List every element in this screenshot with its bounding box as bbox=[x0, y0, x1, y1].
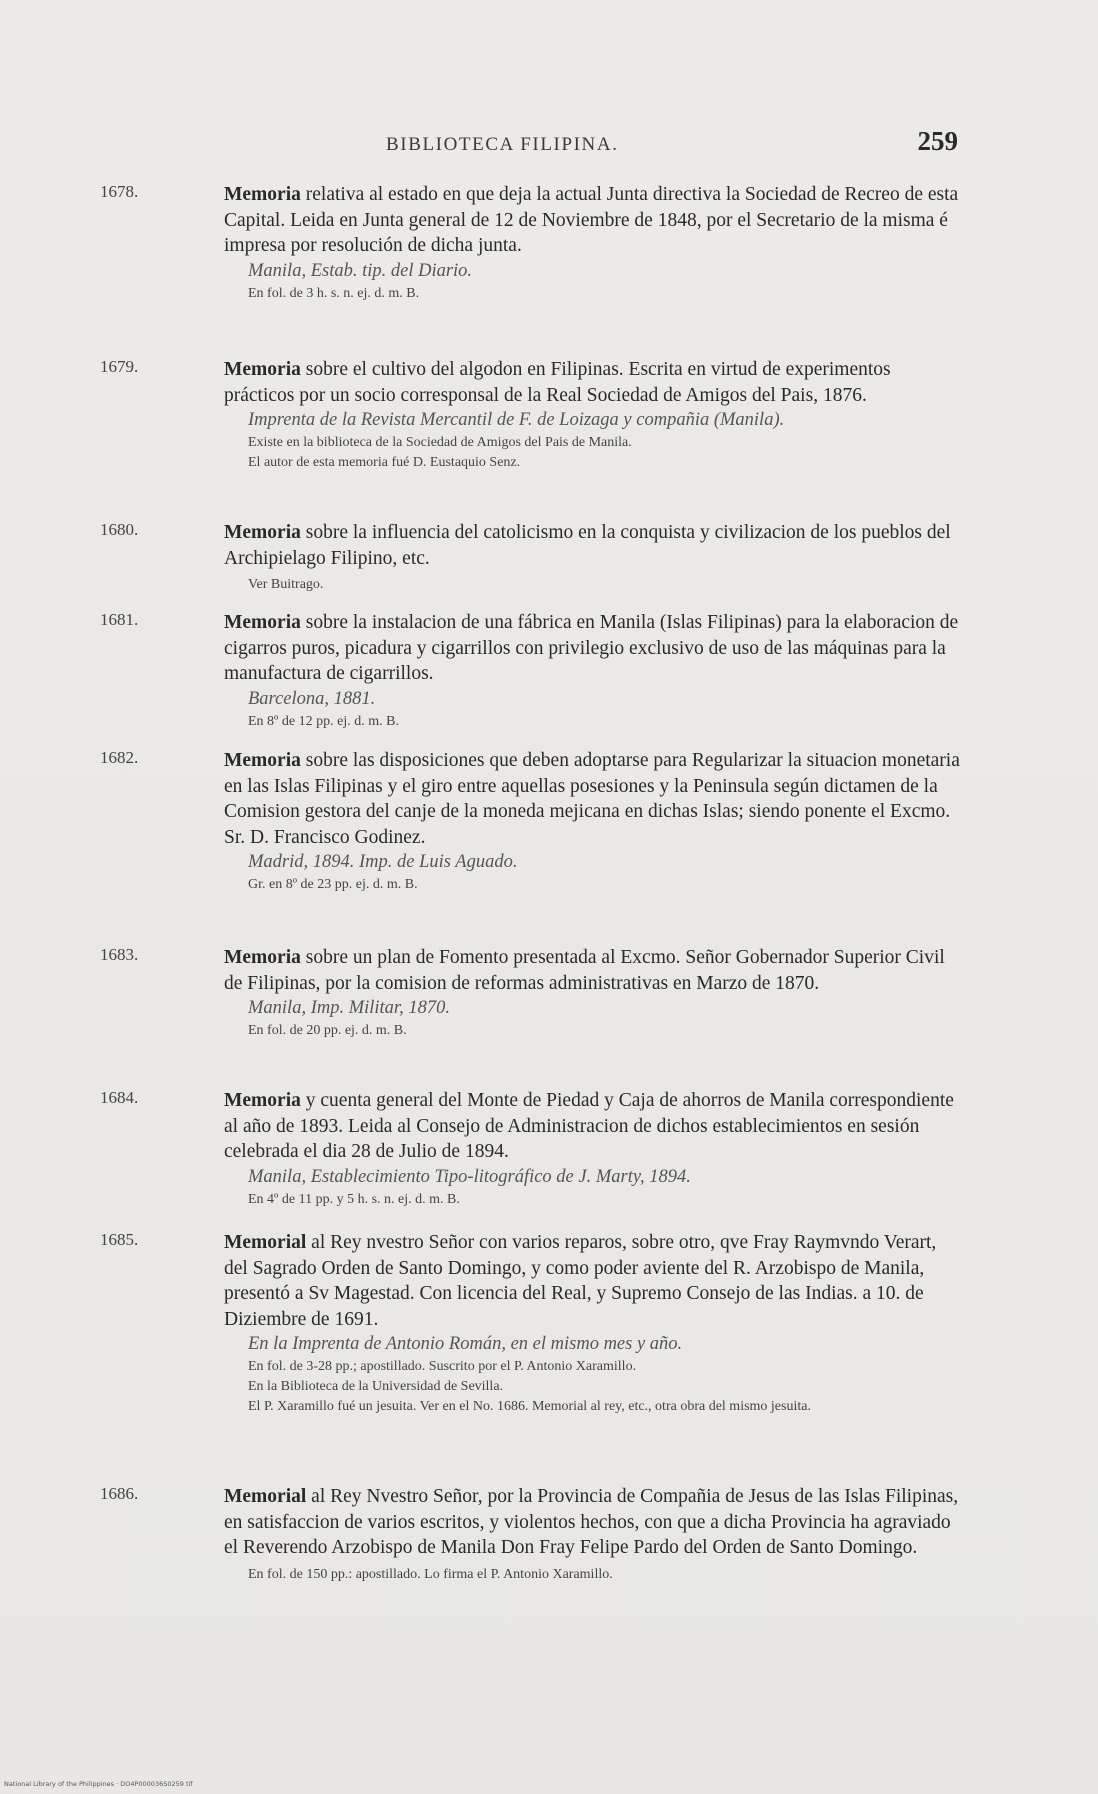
entry-1683 bbox=[100, 945, 962, 1041]
entry-text: sobre la influencia del catolicismo en la conquista y civilizacion de los pueblos del Archipielago Filipino, etc. bbox=[224, 522, 951, 569]
entry-text: sobre un plan de Fomento presentada al Excmo. Señor Gobernador Superior Civil de Filipinas, por la comision de reformas administrativas en Marzo de 1870. bbox=[224, 947, 945, 994]
entry-imprint: Imprenta de la Revista Mercantil de F. de Loizaga y compañia (Manila). bbox=[248, 410, 785, 430]
entry-1680 bbox=[100, 520, 962, 595]
entry-number: 1681. bbox=[100, 610, 139, 629]
scan-footer-tag: National Library of the Philippines · DO4P000036S0259 tif bbox=[4, 1780, 193, 1788]
entry-note: El autor de esta memoria fué D. Eustaquio Senz. bbox=[248, 455, 521, 470]
entry-note: En fol. de 3 h. s. n. ej. d. m. B. bbox=[248, 285, 420, 301]
entry-note: En 4º de 11 pp. y 5 h. s. n. ej. d. m. B. bbox=[248, 1191, 460, 1207]
entry-1678 bbox=[100, 182, 962, 304]
entry-heading: Memorial bbox=[224, 1486, 307, 1507]
entry-text: al Rey Nvestro Señor, por la Provincia de Compañia de Jesus de las Islas Filipinas, en satisfaccion de varios escritos, y violentos hechos, con que a dicha Provincia ha agraviado el Reverendo Arzobispo de Manila Don Fray Felipe Pardo del Orden de Santo Domingo. bbox=[224, 1486, 959, 1558]
entry-note: En fol. de 150 pp.: apostillado. Lo firma el P. Antonio Xaramillo. bbox=[248, 1566, 613, 1582]
entry-imprint: Barcelona, 1881. bbox=[248, 688, 376, 709]
entry-imprint: Madrid, 1894. Imp. de Luis Aguado. bbox=[248, 852, 518, 872]
entry-heading: Memoria bbox=[224, 612, 301, 633]
entry-number: 1680. bbox=[100, 520, 139, 539]
entry-number: 1685. bbox=[100, 1230, 139, 1249]
entry-heading: Memorial bbox=[224, 1232, 307, 1253]
entry-number: 1678. bbox=[100, 182, 139, 201]
entry-1686 bbox=[100, 1484, 962, 1585]
entry-number: 1686. bbox=[100, 1484, 139, 1503]
entry-1685 bbox=[100, 1230, 962, 1417]
entry-text: relativa al estado en que deja la actual Junta directiva la Sociedad de Recreo de esta Capital. Leida en Junta general de 12 de Noviembre de 1848, por el Secretario de la misma é impresa por resolución de dicha junta. bbox=[224, 184, 959, 256]
entry-note: Gr. en 8º de 23 pp. ej. d. m. B. bbox=[248, 877, 418, 892]
entry-body bbox=[224, 610, 962, 687]
entry-text: sobre las disposiciones que deben adoptarse para Regularizar la situacion monetaria en las Islas Filipinas y el giro entre aquellas posesiones y la Peninsula según dictamen de la Comision gestora del canje de la moneda mejicana en dichas Islas; siendo ponente el Excmo. Sr. D. Francisco Godinez. bbox=[224, 750, 960, 848]
running-title: BIBLIOTECA FILIPINA. bbox=[386, 134, 619, 155]
entry-text: sobre la instalacion de una fábrica en Manila (Islas Filipinas) para la elaboracion de cigarros puros, picadura y cigarrillos con privilegio exclusivo de uso de las máquinas para la manufactura de cigarrillos. bbox=[224, 612, 959, 684]
entry-body bbox=[224, 945, 962, 996]
entry-1684 bbox=[100, 1088, 962, 1210]
entry-note: Existe en la biblioteca de la Sociedad de Amigos del Pais de Manila. bbox=[248, 435, 632, 450]
page-number: 259 bbox=[917, 126, 958, 156]
entry-note: En la Biblioteca de la Universidad de Sevilla. bbox=[248, 1379, 504, 1394]
entry-text: sobre el cultivo del algodon en Filipinas. Escrita en virtud de experimentos prácticos por un socio corresponsal de la Real Sociedad de Amigos del Pais, 1876. bbox=[224, 359, 891, 406]
entry-1682 bbox=[100, 748, 962, 895]
entry-body bbox=[224, 1484, 962, 1561]
entry-note: En 8º de 12 pp. ej. d. m. B. bbox=[248, 713, 399, 729]
entry-heading: Memoria bbox=[224, 947, 301, 968]
entry-1679 bbox=[100, 357, 962, 473]
entry-note: El P. Xaramillo fué un jesuita. Ver en el No. 1686. Memorial al rey, etc., otra obra del mismo jesuita. bbox=[248, 1399, 811, 1414]
entry-1681 bbox=[100, 610, 962, 732]
entry-text: al Rey nvestro Señor con varios reparos, sobre otro, qve Fray Raymvndo Verart, del Sagrado Orden de Santo Domingo, y como poder aviente del R. Arzobispo de Manila, presentó a Sv Magestad. Con licencia del Real, y Supremo Consejo de las Indias. a 10. de Diziembre de 1691. bbox=[224, 1232, 937, 1330]
entry-imprint: Manila, Imp. Militar, 1870. bbox=[248, 998, 450, 1018]
entry-body bbox=[224, 182, 962, 259]
entry-note: En fol. de 20 pp. ej. d. m. B. bbox=[248, 1023, 407, 1038]
entry-body bbox=[224, 520, 962, 571]
entry-note: En fol. de 3-28 pp.; apostillado. Suscrito por el P. Antonio Xaramillo. bbox=[248, 1359, 637, 1374]
entry-text: y cuenta general del Monte de Piedad y Caja de ahorros de Manila correspondiente al año de 1893. Leida al Consejo de Administracion de dichos establecimientos en sesión celebrada el dia 28 de Julio de 1894. bbox=[224, 1090, 954, 1162]
entry-number: 1679. bbox=[100, 357, 139, 376]
entry-heading: Memoria bbox=[224, 750, 301, 771]
entry-number: 1683. bbox=[100, 945, 139, 964]
entry-body bbox=[224, 748, 962, 850]
entry-heading: Memoria bbox=[224, 1090, 301, 1111]
entry-body bbox=[224, 1088, 962, 1165]
entry-heading: Memoria bbox=[224, 184, 301, 205]
entry-heading: Memoria bbox=[224, 359, 301, 380]
entry-number: 1682. bbox=[100, 748, 139, 767]
entry-number: 1684. bbox=[100, 1088, 139, 1107]
entry-note: Ver Buitrago. bbox=[248, 577, 324, 592]
entry-heading: Memoria bbox=[224, 522, 301, 543]
entry-imprint: Manila, Establecimiento Tipo-litográfico de J. Marty, 1894. bbox=[248, 1166, 691, 1187]
entry-imprint: En la Imprenta de Antonio Román, en el mismo mes y año. bbox=[248, 1334, 683, 1354]
entry-body bbox=[224, 357, 962, 408]
entry-imprint: Manila, Estab. tip. del Diario. bbox=[248, 260, 473, 281]
entry-body bbox=[224, 1230, 962, 1332]
page-header bbox=[210, 126, 958, 162]
